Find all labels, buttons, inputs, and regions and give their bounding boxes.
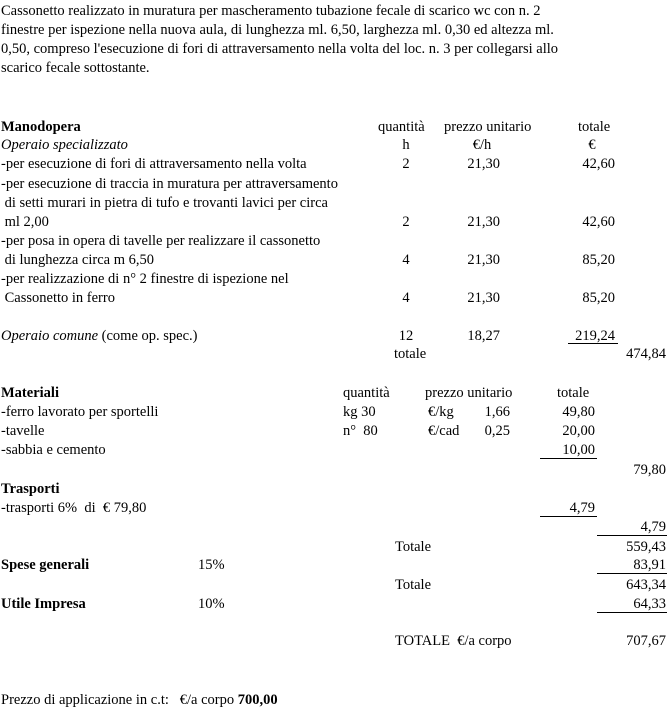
materiale-qty: kg 30 [343, 404, 376, 420]
materiale-unit: €/kg [428, 404, 454, 420]
item-qty: 2 [402, 156, 410, 172]
item-qty: 2 [402, 214, 410, 230]
item-qty: 4 [402, 290, 410, 306]
item-price: 21,30 [467, 252, 500, 268]
operaio-comune-price: 18,27 [467, 328, 500, 344]
col-prezzo-unitario: prezzo unitario [425, 385, 513, 401]
item-line: Cassonetto in ferro [1, 290, 115, 306]
materiale-qty: n° 80 [343, 423, 378, 439]
item-qty: 4 [402, 252, 410, 268]
item-total: 42,60 [582, 214, 615, 230]
operaio-comune-note: (come op. spec.) [98, 328, 198, 344]
totale-label: Totale [395, 577, 432, 593]
item-total: 42,60 [582, 156, 615, 172]
item-line: -per realizzazione di n° 2 finestre di ispezione nel [1, 271, 289, 287]
unit-eur: € [588, 137, 596, 153]
item-total: 85,20 [582, 252, 615, 268]
grand-total-label: TOTALE €/a corpo [395, 633, 512, 649]
intro-line-1: Cassonetto realizzato in muratura per mascheramento tubazione fecale di scarico wc con n. 2 [1, 3, 541, 19]
item-line: -per posa in opera di tavelle per realizzare il cassonetto [1, 233, 321, 249]
item-line: ml 2,00 [1, 214, 49, 230]
prezzo-applicazione [1, 692, 278, 708]
spese-generali-value: 83,91 [633, 557, 666, 573]
underline [597, 612, 667, 613]
col-totale: totale [557, 385, 590, 401]
operaio-specializzato: Operaio specializzato [1, 137, 128, 153]
trasporti-value: 4,79 [569, 500, 595, 516]
item-line: di setti murari in pietra di tufo e trovanti lavici per circa [1, 195, 328, 211]
trasporti-sum: 4,79 [640, 519, 666, 535]
item-price: 21,30 [467, 156, 500, 172]
intro-line-2: finestre per ispezione nella nuova aula, di lunghezza ml. 6,50, larghezza ml. 0,30 ed altezza ml. [1, 22, 554, 38]
underline [540, 516, 597, 517]
col-quantita: quantità [378, 119, 425, 135]
materiale-price: 1,66 [484, 404, 510, 420]
unit-h: h [402, 137, 410, 153]
intro-line-3: 0,50, compreso l'esecuzione di fori di attraversamento nella volta del loc. n. 3 per collegarsi allo [1, 41, 559, 57]
underline [597, 573, 667, 574]
spese-generali-pct: 15% [198, 557, 225, 573]
materiale-total: 10,00 [562, 442, 595, 458]
operaio-comune-label: Operaio comune [1, 328, 99, 344]
trasporti-label: -trasporti 6% di € 79,80 [1, 500, 147, 516]
prezzo-applicazione-label: Prezzo di applicazione in c.t: €/a corpo [1, 692, 238, 708]
spese-generali-label: Spese generali [1, 557, 90, 573]
item-line: -per esecuzione di traccia in muratura per attraversamento [1, 176, 338, 192]
underline [597, 535, 667, 536]
underline [540, 458, 597, 459]
operaio-comune-qty: 12 [398, 328, 414, 344]
col-quantita: quantità [343, 385, 390, 401]
totale-value: 559,43 [626, 539, 666, 555]
col-prezzo-unitario: prezzo unitario [444, 119, 532, 135]
unit-eur-h: €/h [472, 137, 492, 153]
materiale-total: 49,80 [562, 404, 595, 420]
totale-label: Totale [395, 539, 432, 555]
materiali-sum: 79,80 [633, 462, 666, 478]
trasporti-heading: Trasporti [1, 481, 60, 497]
materiale-total: 20,00 [562, 423, 595, 439]
manodopera-heading: Manodopera [1, 119, 81, 135]
materiale-label: -tavelle [1, 423, 45, 439]
utile-impresa-value: 64,33 [633, 596, 666, 612]
utile-impresa-label: Utile Impresa [1, 596, 86, 612]
item-price: 21,30 [467, 290, 500, 306]
intro-line-4: scarico fecale sottostante. [1, 60, 150, 76]
item-total: 85,20 [582, 290, 615, 306]
materiale-price: 0,25 [484, 423, 510, 439]
utile-impresa-pct: 10% [198, 596, 225, 612]
manodopera-totale-label: totale [394, 346, 427, 362]
manodopera-totale-value: 474,84 [626, 346, 666, 362]
underline [568, 343, 618, 344]
col-totale: totale [578, 119, 611, 135]
materiale-unit: €/cad [428, 423, 460, 439]
item-line: -per esecuzione di fori di attraversamento nella volta [1, 156, 307, 172]
materiale-label: -ferro lavorato per sportelli [1, 404, 159, 420]
materiale-label: -sabbia e cemento [1, 442, 106, 458]
materiali-heading: Materiali [1, 385, 59, 401]
operaio-comune-row [1, 328, 198, 344]
item-line: di lunghezza circa m 6,50 [1, 252, 154, 268]
item-price: 21,30 [467, 214, 500, 230]
prezzo-applicazione-value: 700,00 [237, 692, 278, 708]
operaio-comune-total: 219,24 [575, 328, 615, 344]
grand-total-value: 707,67 [626, 633, 666, 649]
totale-value: 643,34 [626, 577, 666, 593]
